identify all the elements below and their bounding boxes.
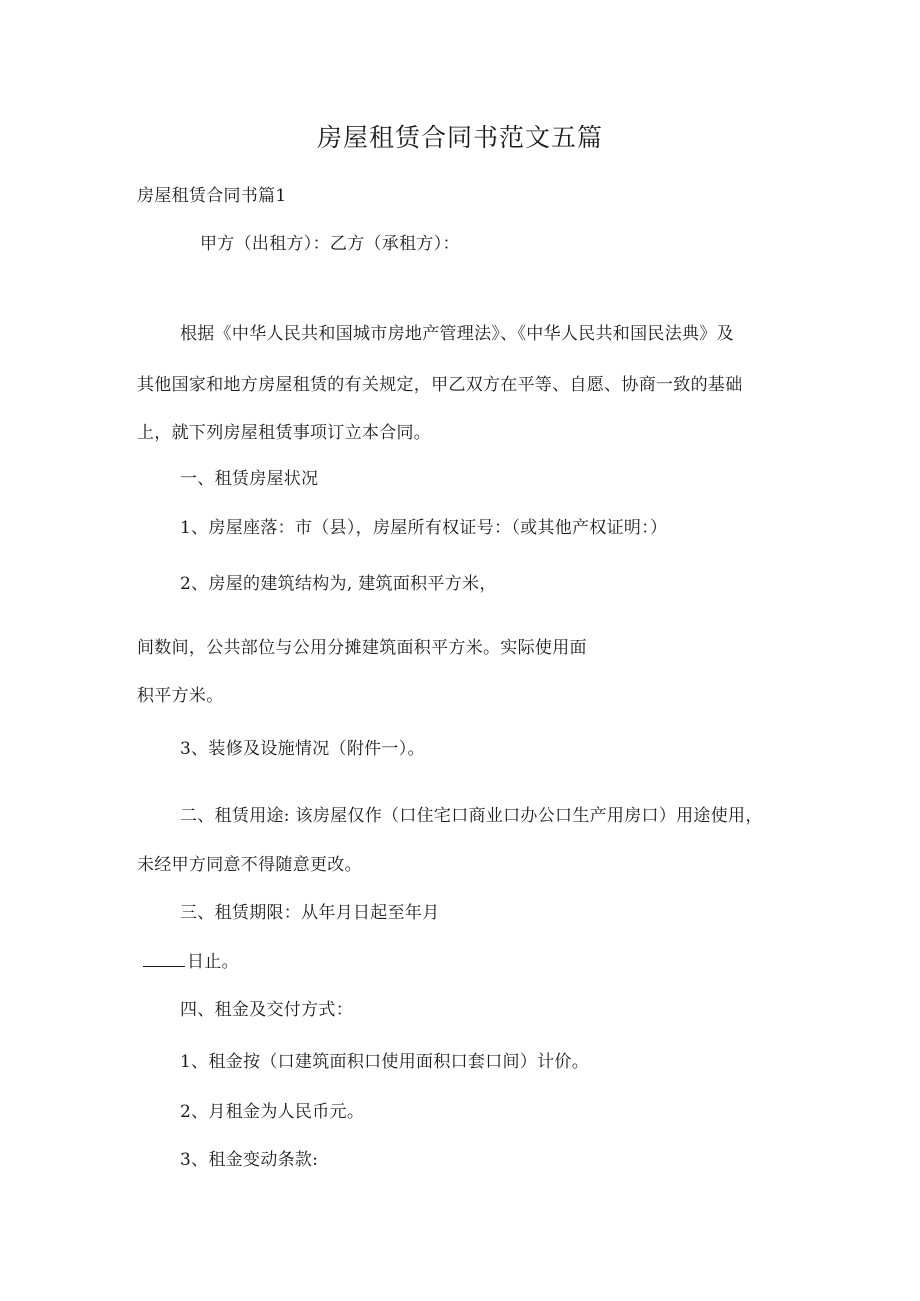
preamble-line-2: 其他国家和地方房屋租赁的有关规定，甲乙双方在平等、自愿、协商一致的基础 (137, 375, 743, 395)
preamble-line-1: 根据《中华人民共和国城市房地产管理法》、《中华人民共和国民法典》及 (180, 324, 734, 344)
item-1-1: 1、房屋座落：市（县），房屋所有权证号：（或其他产权证明：） (180, 518, 668, 538)
section3-continued (143, 950, 239, 974)
document-title: 房屋租赁合同书范文五篇 (316, 123, 603, 152)
section2-line-1: 二、租赁用途: 该房屋仅作（口住宅口商业口办公口生产用房口）用途使用， (180, 806, 763, 826)
section4-heading: 四、租金及交付方式： (180, 1000, 353, 1020)
item-1-2: 2、房屋的建筑结构为, 建筑面积平方米， (180, 574, 497, 594)
item-1-3: 3、装修及设施情况（附件一）。 (180, 739, 425, 759)
section2-line-2: 未经甲方同意不得随意更改。 (137, 855, 362, 875)
section1-heading: 一、租赁房屋状况 (180, 469, 319, 489)
section3-continued-text: 日止。 (187, 952, 239, 972)
item-4-2: 2、月租金为人民币元。 (180, 1102, 365, 1122)
item-4-1: 1、租金按（口建筑面积口使用面积口套口间）计价。 (180, 1052, 590, 1072)
item-1-2-continued-1: 间数间，公共部位与公用分摊建筑面积平方米。实际使用面 (137, 638, 587, 658)
item-1-2-continued-2: 积平方米。 (137, 686, 224, 706)
section-heading: 房屋租赁合同书篇1 (137, 186, 287, 206)
section3-heading: 三、租赁期限：从年月日起至年月 (180, 903, 440, 923)
preamble-line-3: 上，就下列房屋租赁事项订立本合同。 (137, 423, 432, 443)
item-4-3: 3、租金变动条款: (180, 1150, 319, 1170)
parties-line: 甲方（出租方）：乙方（承租方）： (200, 234, 460, 254)
fill-in-blank (143, 950, 185, 967)
